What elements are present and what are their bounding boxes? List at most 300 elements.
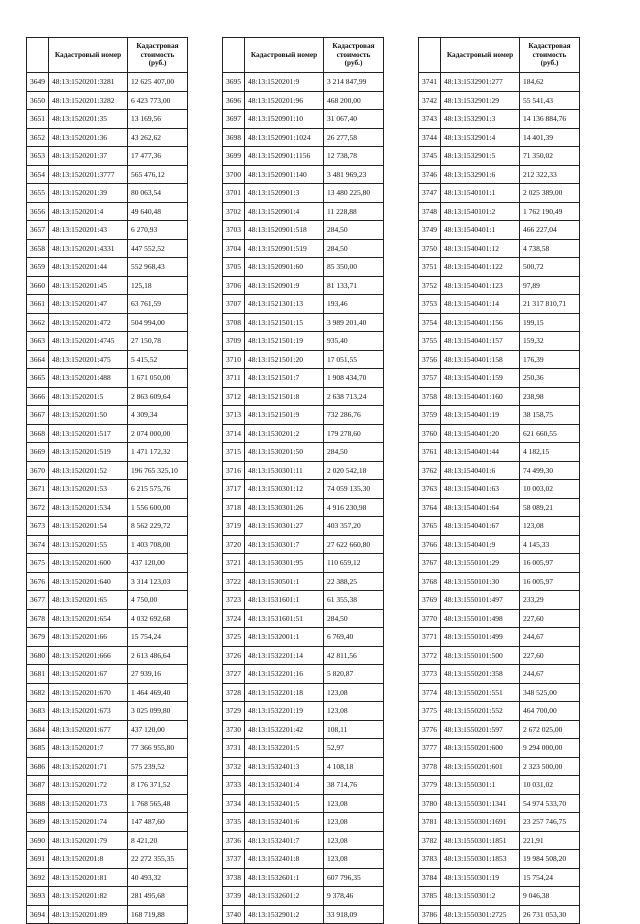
table-row: [223, 905, 384, 924]
row-number: 3750: [419, 239, 441, 258]
table-row: [223, 443, 384, 462]
cadastral-number: 48:13:1520201:4: [49, 202, 128, 221]
cadastral-number: 48:13:1520201:52: [49, 461, 128, 480]
row-number: 3739: [223, 887, 245, 906]
cadastral-value: 16 005,97: [520, 572, 580, 591]
row-number: 3708: [223, 313, 245, 332]
cadastral-value: 108,11: [324, 720, 384, 739]
table-row: [27, 350, 188, 369]
cadastral-number: 48:13:1520201:4745: [49, 332, 128, 351]
cadastral-value: 1 403 708,00: [128, 535, 188, 554]
table-row: [27, 73, 188, 92]
table-row: [419, 165, 580, 184]
cadastral-value: 500,72: [520, 258, 580, 277]
cadastral-number: 48:13:1532601:2: [245, 887, 324, 906]
cadastral-value: 81 133,71: [324, 276, 384, 295]
cadastral-number: 48:13:1550301:1341: [441, 794, 520, 813]
cadastral-value: 227,60: [520, 609, 580, 628]
table-row: [419, 628, 580, 647]
cadastral-value: 4 108,18: [324, 757, 384, 776]
table-row: [27, 424, 188, 443]
row-number: 3687: [27, 776, 49, 795]
cadastral-number: 48:13:1520201:71: [49, 757, 128, 776]
cadastral-value: 110 659,12: [324, 554, 384, 573]
row-number: 3716: [223, 461, 245, 480]
row-number: 3779: [419, 776, 441, 795]
table-row: [27, 628, 188, 647]
row-number: 3668: [27, 424, 49, 443]
cadastral-value: 17 051,55: [324, 350, 384, 369]
row-number: 3680: [27, 646, 49, 665]
row-number: 3707: [223, 295, 245, 314]
cadastral-number: 48:13:1520201:79: [49, 831, 128, 850]
row-number: 3655: [27, 184, 49, 203]
cadastral-value: 607 796,35: [324, 868, 384, 887]
table-row: [419, 313, 580, 332]
row-number: 3767: [419, 554, 441, 573]
table-row: [419, 609, 580, 628]
cadastral-value: 193,46: [324, 295, 384, 314]
row-number: 3742: [419, 91, 441, 110]
row-number: 3659: [27, 258, 49, 277]
table-row: [27, 276, 188, 295]
row-number: 3768: [419, 572, 441, 591]
cadastral-number: 48:13:1530301:26: [245, 498, 324, 517]
cadastral-value: 1 768 565,48: [128, 794, 188, 813]
cadastral-value: 22 272 355,35: [128, 850, 188, 869]
row-number: 3702: [223, 202, 245, 221]
cadastral-value: 27 622 660,80: [324, 535, 384, 554]
cadastral-number: 48:13:1520201:654: [49, 609, 128, 628]
row-number: 3667: [27, 406, 49, 425]
cadastral-number: 48:13:1520201:3777: [49, 165, 128, 184]
table-row: [223, 868, 384, 887]
cadastral-value: 176,39: [520, 350, 580, 369]
cadastral-number: 48:13:1540401:67: [441, 517, 520, 536]
cadastral-number: 48:13:1532401:6: [245, 813, 324, 832]
row-number: 3699: [223, 147, 245, 166]
cadastral-value: 2 020 542,18: [324, 461, 384, 480]
table-row: [419, 110, 580, 129]
row-number: 3654: [27, 165, 49, 184]
table-row: [27, 332, 188, 351]
cadastral-value: 74 059 135,30: [324, 480, 384, 499]
cadastral-number: 48:13:1532901:5: [441, 147, 520, 166]
row-number: 3704: [223, 239, 245, 258]
table-row: [419, 683, 580, 702]
cadastral-number: 48:13:1521501:19: [245, 332, 324, 351]
cadastral-value: 123,08: [324, 831, 384, 850]
cadastral-value: 1 671 050,00: [128, 369, 188, 388]
table-row: [419, 757, 580, 776]
table-row: [223, 313, 384, 332]
row-number: 3685: [27, 739, 49, 758]
table-row: [27, 184, 188, 203]
cadastral-value: 2 863 609,64: [128, 387, 188, 406]
table-row: [27, 887, 188, 906]
table-row: [419, 887, 580, 906]
cadastral-number: 48:13:1550101:30: [441, 572, 520, 591]
table-row: [223, 91, 384, 110]
cadastral-value: 4 309,34: [128, 406, 188, 425]
table-row: [419, 739, 580, 758]
table-row: [419, 868, 580, 887]
cadastral-number: 48:13:1520901:3: [245, 184, 324, 203]
row-number: 3758: [419, 387, 441, 406]
table-row: [223, 73, 384, 92]
cadastral-number: 48:13:1532201:14: [245, 646, 324, 665]
table-row: [419, 221, 580, 240]
cadastral-number: 48:13:1540401:64: [441, 498, 520, 517]
row-number: 3763: [419, 480, 441, 499]
cadastral-value: 31 067,40: [324, 110, 384, 129]
row-number: 3773: [419, 665, 441, 684]
table-row: [419, 535, 580, 554]
cadastral-number: 48:13:1550301:1853: [441, 850, 520, 869]
table-row: [419, 554, 580, 573]
cadastral-value: 281 495,68: [128, 887, 188, 906]
cadastral-value: 63 761,59: [128, 295, 188, 314]
row-number: 3679: [27, 628, 49, 647]
row-number: 3770: [419, 609, 441, 628]
cadastral-number: 48:13:1520901:10: [245, 110, 324, 129]
table-row: [27, 757, 188, 776]
row-number: 3734: [223, 794, 245, 813]
cadastral-value: 8 176 371,52: [128, 776, 188, 795]
cadastral-number: 48:13:1540401:6: [441, 461, 520, 480]
cadastral-number: 48:13:1520201:47: [49, 295, 128, 314]
row-number: 3754: [419, 313, 441, 332]
cadastral-value: 565 476,12: [128, 165, 188, 184]
table-row: [223, 554, 384, 573]
table-row: [419, 147, 580, 166]
table-row: [27, 498, 188, 517]
cadastral-number: 48:13:1550301:1: [441, 776, 520, 795]
row-number: 3683: [27, 702, 49, 721]
cadastral-number: 48:13:1532201:19: [245, 702, 324, 721]
cadastral-value: 437 120,00: [128, 720, 188, 739]
table-row: [27, 794, 188, 813]
cadastral-number: 48:13:1520901:1156: [245, 147, 324, 166]
table-row: [419, 424, 580, 443]
row-number: 3661: [27, 295, 49, 314]
row-number: 3711: [223, 369, 245, 388]
row-number: 3690: [27, 831, 49, 850]
row-number: 3709: [223, 332, 245, 351]
cadastral-number: 48:13:1520201:45: [49, 276, 128, 295]
cadastral-number: 48:13:1520201:670: [49, 683, 128, 702]
cadastral-value: 184,62: [520, 73, 580, 92]
row-number: 3785: [419, 887, 441, 906]
cadastral-number: 48:13:1540401:1: [441, 221, 520, 240]
row-number: 3681: [27, 665, 49, 684]
cadastral-value: 147 487,60: [128, 813, 188, 832]
table-row: [223, 683, 384, 702]
row-number: 3776: [419, 720, 441, 739]
row-number: 3781: [419, 813, 441, 832]
cadastral-value: 221,91: [520, 831, 580, 850]
row-number: 3765: [419, 517, 441, 536]
row-number: 3747: [419, 184, 441, 203]
cadastral-value: 52,97: [324, 739, 384, 758]
row-number: 3729: [223, 702, 245, 721]
table-row: [419, 73, 580, 92]
cadastral-number: 48:13:1540401:20: [441, 424, 520, 443]
row-number: 3720: [223, 535, 245, 554]
cadastral-value: 621 660,55: [520, 424, 580, 443]
table-row: [419, 572, 580, 591]
row-number: 3669: [27, 443, 49, 462]
row-number: 3703: [223, 221, 245, 240]
row-number: 3775: [419, 702, 441, 721]
cadastral-value-header: Кадастровая стоимость (руб.): [520, 38, 580, 73]
table-row: [27, 369, 188, 388]
cadastral-value: 1 464 469,40: [128, 683, 188, 702]
table-row: [27, 646, 188, 665]
cadastral-number: 48:13:1540401:63: [441, 480, 520, 499]
cadastral-number: 48:13:1540401:19: [441, 406, 520, 425]
row-number: 3705: [223, 258, 245, 277]
row-number: 3700: [223, 165, 245, 184]
table-row: [223, 202, 384, 221]
row-number: 3696: [223, 91, 245, 110]
cadastral-value: 3 314 123,03: [128, 572, 188, 591]
row-number: 3733: [223, 776, 245, 795]
row-number: 3678: [27, 609, 49, 628]
row-number: 3732: [223, 757, 245, 776]
row-number: 3714: [223, 424, 245, 443]
cadastral-number: 48:13:1550201:597: [441, 720, 520, 739]
cadastral-number: 48:13:1520201:5: [49, 387, 128, 406]
cadastral-number: 48:13:1520201:55: [49, 535, 128, 554]
row-number: 3782: [419, 831, 441, 850]
cadastral-value: 1 762 190,49: [520, 202, 580, 221]
cadastral-number: 48:13:1520201:67: [49, 665, 128, 684]
cadastral-number: 48:13:1550101:498: [441, 609, 520, 628]
cadastral-value: 123,08: [324, 702, 384, 721]
cadastral-value: 233,29: [520, 591, 580, 610]
table-row: [223, 850, 384, 869]
row-number: 3772: [419, 646, 441, 665]
cadastral-value: 12 738,78: [324, 147, 384, 166]
cadastral-value: 284,50: [324, 221, 384, 240]
row-number: 3756: [419, 350, 441, 369]
table-row: [27, 387, 188, 406]
row-number: 3762: [419, 461, 441, 480]
row-number: 3663: [27, 332, 49, 351]
table-row: [27, 517, 188, 536]
row-number: 3766: [419, 535, 441, 554]
table-row: [223, 276, 384, 295]
cadastral-value: 80 063,54: [128, 184, 188, 203]
table-row: [223, 794, 384, 813]
table-row: [223, 258, 384, 277]
cadastral-value: 22 388,25: [324, 572, 384, 591]
cadastral-value: 4 145,33: [520, 535, 580, 554]
cadastral-value: 49 640,48: [128, 202, 188, 221]
table-row: [27, 665, 188, 684]
table-row: [27, 202, 188, 221]
cadastral-number: 48:13:1530201:50: [245, 443, 324, 462]
table-row: [419, 406, 580, 425]
cadastral-value: 437 120,00: [128, 554, 188, 573]
cadastral-value: 179 278,60: [324, 424, 384, 443]
cadastral-value: 123,08: [324, 683, 384, 702]
cadastral-number: 48:13:1520201:677: [49, 720, 128, 739]
row-number: 3774: [419, 683, 441, 702]
table-row: [223, 147, 384, 166]
cadastral-number: 48:13:1532401:3: [245, 757, 324, 776]
table-row: [223, 461, 384, 480]
cadastral-number: 48:13:1540401:157: [441, 332, 520, 351]
row-number: 3748: [419, 202, 441, 221]
cadastral-value: 26 731 053,30: [520, 905, 580, 924]
cadastral-number: 48:13:1540401:156: [441, 313, 520, 332]
cadastral-number: 48:13:1532901:4: [441, 128, 520, 147]
table-row: [27, 813, 188, 832]
cadastral-number: 48:13:1520201:43: [49, 221, 128, 240]
cadastral-value: 935,40: [324, 332, 384, 351]
cadastral-value: 1 471 172,32: [128, 443, 188, 462]
cadastral-value: 85 350,00: [324, 258, 384, 277]
row-number: 3728: [223, 683, 245, 702]
cadastral-number: 48:13:1520201:65: [49, 591, 128, 610]
cadastral-number: 48:13:1520201:8: [49, 850, 128, 869]
table-row: [27, 905, 188, 924]
cadastral-value: 244,67: [520, 665, 580, 684]
cadastral-number: 48:13:1540401:44: [441, 443, 520, 462]
cadastral-number: 48:13:1520201:74: [49, 813, 128, 832]
row-number: 3650: [27, 91, 49, 110]
row-number: 3783: [419, 850, 441, 869]
row-number: 3670: [27, 461, 49, 480]
table-row: [27, 591, 188, 610]
row-number: 3746: [419, 165, 441, 184]
cadastral-number: 48:13:1520201:89: [49, 905, 128, 924]
cadastral-number: 48:13:1532901:277: [441, 73, 520, 92]
cadastral-value: 125,18: [128, 276, 188, 295]
row-number: 3726: [223, 646, 245, 665]
table-row: [419, 831, 580, 850]
row-number: 3717: [223, 480, 245, 499]
row-number: 3652: [27, 128, 49, 147]
row-number: 3675: [27, 554, 49, 573]
row-number: 3737: [223, 850, 245, 869]
cadastral-value: 97,89: [520, 276, 580, 295]
table-row: [419, 905, 580, 924]
cadastral-value: 403 357,20: [324, 517, 384, 536]
table-row: [223, 720, 384, 739]
cadastral-value: 168 719,88: [128, 905, 188, 924]
cadastral-number: 48:13:1520201:82: [49, 887, 128, 906]
table-row: [223, 628, 384, 647]
row-number: 3651: [27, 110, 49, 129]
row-number: 3736: [223, 831, 245, 850]
cadastral-value: 9 046,38: [520, 887, 580, 906]
cadastral-number: 48:13:1532201:18: [245, 683, 324, 702]
cadastral-number: 48:13:1520201:37: [49, 147, 128, 166]
cadastral-number: 48:13:1550301:1851: [441, 831, 520, 850]
cadastral-value: 3 025 099,80: [128, 702, 188, 721]
cadastral-value: 732 286,76: [324, 406, 384, 425]
cadastral-number: 48:13:1550101:497: [441, 591, 520, 610]
cadastral-value: 4 750,00: [128, 591, 188, 610]
table-row: [27, 480, 188, 499]
cadastral-number: 48:13:1550101:29: [441, 554, 520, 573]
table-row: [27, 683, 188, 702]
cadastral-value: 159,32: [520, 332, 580, 351]
cadastral-value: 6 769,40: [324, 628, 384, 647]
cadastral-value: 61 355,38: [324, 591, 384, 610]
table-row: [223, 424, 384, 443]
table-row: [419, 480, 580, 499]
table-row: [223, 332, 384, 351]
cadastral-value: 284,50: [324, 443, 384, 462]
row-number: 3777: [419, 739, 441, 758]
cadastral-number: 48:13:1520201:673: [49, 702, 128, 721]
table-row: [419, 813, 580, 832]
row-number: 3752: [419, 276, 441, 295]
table-row: [223, 831, 384, 850]
cadastral-value: 123,08: [324, 794, 384, 813]
table-row: [223, 609, 384, 628]
cadastral-value: 40 493,32: [128, 868, 188, 887]
row-number: 3697: [223, 110, 245, 129]
cadastral-value: 468 200,00: [324, 91, 384, 110]
cadastral-number: 48:13:1550201:552: [441, 702, 520, 721]
table-row: [223, 369, 384, 388]
cadastral-value: 10 003,02: [520, 480, 580, 499]
cadastral-number: 48:13:1532401:4: [245, 776, 324, 795]
table-row: [27, 609, 188, 628]
table-row: [27, 461, 188, 480]
row-number: 3757: [419, 369, 441, 388]
cadastral-number: 48:13:1520201:36: [49, 128, 128, 147]
row-number: 3751: [419, 258, 441, 277]
cadastral-value: 43 262,62: [128, 128, 188, 147]
cadastral-number: 48:13:1520201:73: [49, 794, 128, 813]
table-header-row: [419, 38, 580, 73]
cadastral-value: 1 908 434,70: [324, 369, 384, 388]
cadastral-value: 54 974 533,70: [520, 794, 580, 813]
row-number: 3755: [419, 332, 441, 351]
table-row: [223, 813, 384, 832]
row-number: 3769: [419, 591, 441, 610]
cadastral-value: 123,08: [520, 517, 580, 536]
cadastral-number: 48:13:1520901:9: [245, 276, 324, 295]
cadastral-number: 48:13:1520201:3281: [49, 73, 128, 92]
row-number: 3666: [27, 387, 49, 406]
row-number: 3658: [27, 239, 49, 258]
cadastral-number: 48:13:1520201:50: [49, 406, 128, 425]
table-row: [27, 295, 188, 314]
table-row: [223, 776, 384, 795]
table-row: [27, 868, 188, 887]
cadastral-value: 238,98: [520, 387, 580, 406]
cadastral-number: 48:13:1520201:600: [49, 554, 128, 573]
cadastral-number: 48:13:1521501:9: [245, 406, 324, 425]
cadastral-value: 212 322,33: [520, 165, 580, 184]
cadastral-number: 48:13:1520201:640: [49, 572, 128, 591]
cadastral-value: 2 323 500,00: [520, 757, 580, 776]
cadastral-value: 38 714,76: [324, 776, 384, 795]
row-number: 3674: [27, 535, 49, 554]
cadastral-number: 48:13:1540401:123: [441, 276, 520, 295]
cadastral-number: 48:13:1520201:517: [49, 424, 128, 443]
cadastral-number: 48:13:1550301:2: [441, 887, 520, 906]
cadastral-value: 13 480 225,80: [324, 184, 384, 203]
table-row: [419, 591, 580, 610]
